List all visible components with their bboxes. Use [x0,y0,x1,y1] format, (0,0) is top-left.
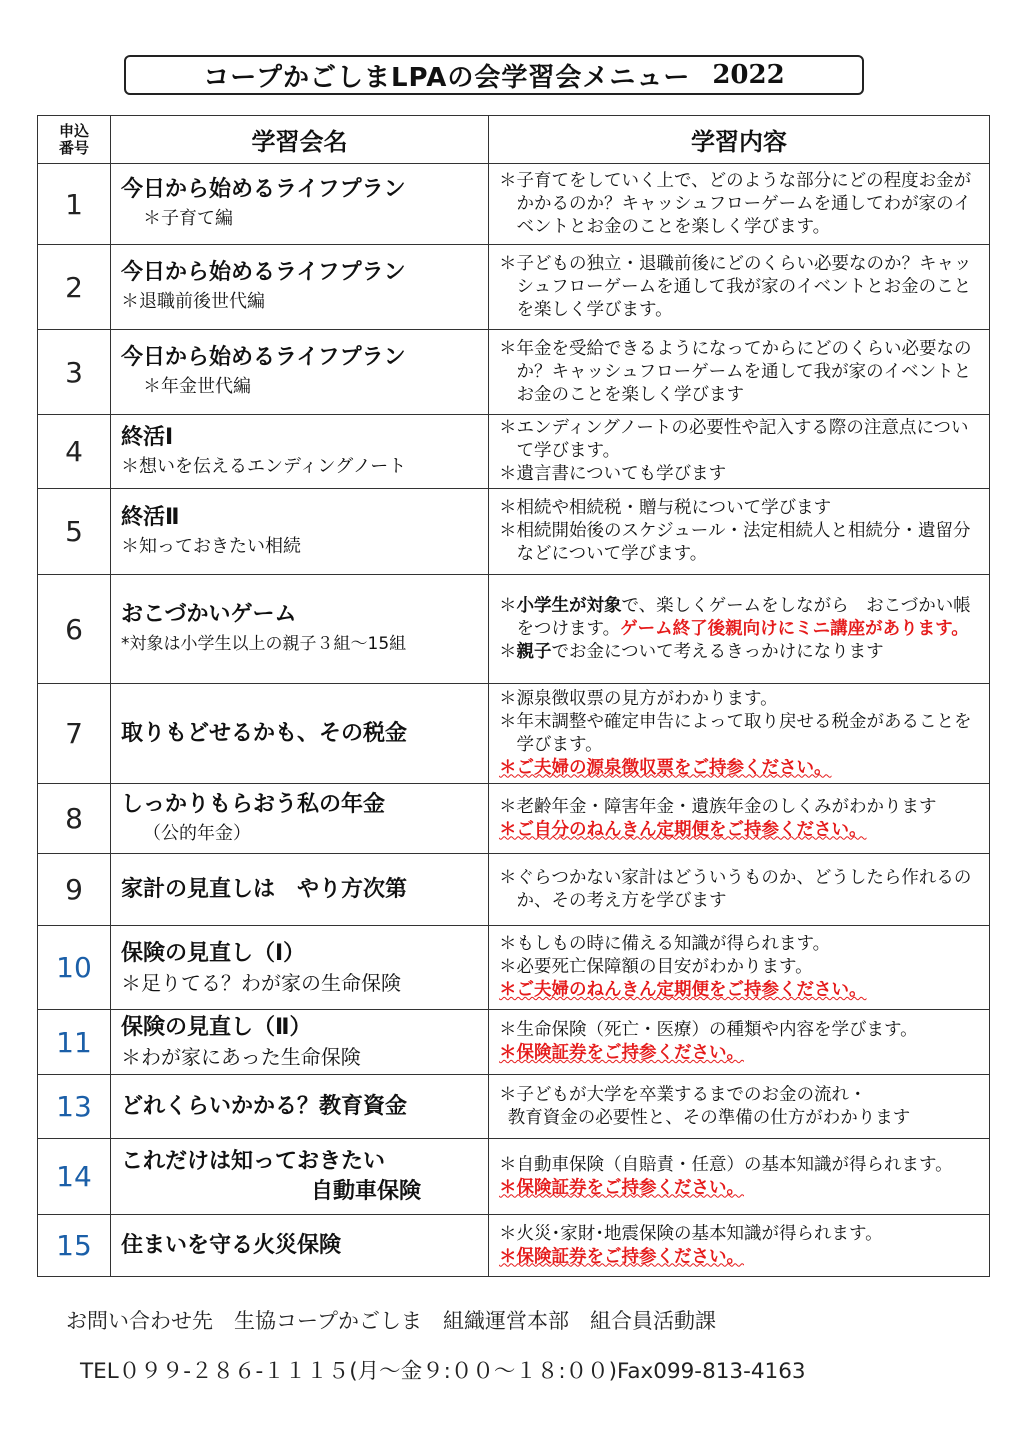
row-subtitle: 自動車保険 [311,1178,422,1204]
content-line: ＊火災･家財･地震保険の基本知識が得られます。 [499,1223,883,1244]
content-line: ＊子どもの独立・退職前後にどのくらい必要なのか？キャッシュフローゲームを通して我が家のイベントとお金のことを楽しく学びます。 [499,253,972,320]
row-title: しっかりもらおう私の年金 [121,791,386,817]
row-title: 今日から始めるライフプラン [121,345,406,370]
row-number: 5 [38,489,111,575]
header-content: 学習内容 [489,116,990,164]
row-subtitle: ＊想いを伝えるエンディングノート [121,455,407,477]
content-line: ＊源泉徴収票の見方がわかります。 [499,688,778,709]
content-line: ＊相続や相続税・贈与税について学びます [499,498,832,518]
row-title: 保険の見直し（Ⅱ） [121,1015,312,1040]
content-line: ＊必要死亡保障額の目安がわかります。 [499,957,813,977]
row-title: 終活Ⅱ [121,504,180,530]
red-notice: ＊ご夫婦の源泉徴収票をご持参ください。 [499,757,832,778]
row-title: 家計の見直しは やり方次第 [121,876,408,902]
table-row [38,575,990,684]
table-row [38,1010,990,1075]
table-row [38,854,990,926]
content-line [499,1042,983,1065]
row-name-cell [111,575,489,684]
table-row [38,415,990,489]
table-header-row [38,116,990,164]
row-content [489,1215,990,1277]
page-title: コープかごしまLPAの会学習会メニュー [203,62,691,93]
row-name-cell [111,784,489,854]
table-row [38,164,990,245]
row-name-cell [111,245,489,330]
row-subtitle: ＊足りてる？わが家の生命保険 [121,970,401,995]
table-row [38,1215,990,1277]
title-box [124,55,864,95]
menu-table [37,115,990,1277]
row-content [489,1075,990,1139]
row-subtitle: ＊年金世代編 [143,376,251,397]
bold-text: 親子 [516,641,552,662]
row-title: 終活Ⅰ [121,424,174,450]
row-content [489,575,990,684]
row-number: 9 [38,854,111,926]
table-row [38,1075,990,1139]
bullet-mark: ＊ [499,595,517,616]
row-name-cell [111,926,489,1010]
row-number: 10 [38,926,111,1010]
content-line: ＊ぐらつかない家計はどういうものか、どうしたら作れるのか、その考え方を学びます [499,867,972,911]
row-name-cell [111,1139,489,1215]
row-name-cell [111,415,489,489]
content-line [499,595,983,641]
row-content [489,415,990,489]
row-content [489,1010,990,1075]
page-year: 2022 [712,60,785,90]
row-subtitle: ＊知っておきたい相続 [121,535,301,557]
content-line: ＊子どもが大学を卒業するまでのお金の流れ・ [499,1084,867,1105]
header-number [38,116,111,164]
content-line: ＊相続開始後のスケジュール・法定相続人と相続分・遺留分などについて学びます。 [499,521,971,564]
row-name-cell [111,489,489,575]
bullet-mark: ＊ [499,641,517,662]
row-content [489,330,990,415]
bold-text: 小学生が対象 [516,595,622,616]
row-content [489,926,990,1010]
content-line [499,819,983,842]
row-subtitle: ＊退職前後世代編 [121,291,265,312]
content-line: ＊もしもの時に備える知識が得られます。 [499,934,831,954]
row-subtitle: ＊わが家にあった生命保険 [121,1045,361,1069]
row-subtitle: ＊子育て編 [143,208,233,229]
row-title: 保険の見直し（Ⅰ） [121,940,306,966]
row-title: どれくらいかかる？教育資金 [121,1093,408,1119]
footer-contact: お問い合わせ先 生協コープかごしま 組織運営本部 組合員活動課 [66,1309,716,1333]
row-content [489,854,990,926]
row-title: 住まいを守る火災保険 [121,1232,342,1258]
content-line: ＊年金を受給できるようになってからにどのくらい必要なのか？キャッシュフローゲームを通して我が家のイベントとお金のことを楽しく学びます [499,338,972,405]
row-number: 6 [38,575,111,684]
row-name-cell [111,1010,489,1075]
row-name-cell [111,1075,489,1139]
row-name-cell [111,164,489,245]
row-number: 1 [38,164,111,245]
header-number-line1: 申込 [58,121,89,140]
plain-text: でお金について考えるきっかけになります [551,641,884,662]
red-notice: ＊保険証券をご持参ください。 [499,1246,744,1267]
table-row [38,1139,990,1215]
table-row [38,784,990,854]
row-number: 15 [38,1215,111,1277]
content-line [499,1246,983,1269]
row-name-cell [111,854,489,926]
row-title: 取りもどせるかも、その税金 [121,720,408,746]
content-line [499,979,983,1002]
table-row [38,245,990,330]
row-content [489,684,990,784]
row-content [489,489,990,575]
content-line: ＊自動車保険（自賠責・任意）の基本知識が得られます。 [499,1154,953,1175]
row-content [489,784,990,854]
red-notice: ゲーム終了後親向けにミニ講座があります。 [620,618,969,639]
row-subtitle: *対象は小学生以上の親子３組～15組 [121,634,407,654]
row-number: 3 [38,330,111,415]
content-line: 教育資金の必要性と、その準備の仕方がわかります [507,1107,911,1128]
row-title: 今日から始めるライフプラン [121,260,406,285]
row-number: 2 [38,245,111,330]
table-row [38,926,990,1010]
row-number: 14 [38,1139,111,1215]
content-line: ＊遺言書についても学びます [499,464,727,484]
row-number: 7 [38,684,111,784]
row-subtitle: （公的年金） [143,822,251,844]
row-name-cell [111,330,489,415]
content-line: ＊エンディングノートの必要性や記入する際の注意点について学びます。 [499,418,969,461]
table-row [38,489,990,575]
content-line [499,757,983,780]
footer-tel: TEL０９９-２８６-１１１５(月～金９:００～１８:００)Fax099-813-4163 [80,1359,806,1384]
row-title: おこづかいゲーム [121,602,297,627]
row-number: 13 [38,1075,111,1139]
content-line [499,1177,983,1200]
row-content [489,1139,990,1215]
content-line [499,641,983,664]
table-row [38,330,990,415]
row-content [489,164,990,245]
content-line: ＊生命保険（死亡・医療）の種類や内容を学びます。 [499,1020,918,1040]
row-number: 11 [38,1010,111,1075]
row-title: 今日から始めるライフプラン [121,177,406,202]
content-line: ＊老齢年金・障害年金・遺族年金のしくみがわかります [499,796,937,817]
header-name: 学習会名 [111,116,489,164]
row-title: これだけは知っておきたい [121,1148,386,1174]
content-line: ＊年末調整や確定申告によって取り戻せる税金があることを学びます。 [499,711,972,755]
row-name-cell [111,684,489,784]
row-number: 4 [38,415,111,489]
header-number-line2: 番号 [58,138,89,157]
row-content [489,245,990,330]
red-notice: ＊ご夫婦のねんきん定期便をご持参ください。 [499,980,867,1000]
red-notice: ＊ご自分のねんきん定期便をご持参ください。 [499,819,867,840]
red-notice: ＊保険証券をご持参ください。 [499,1177,744,1198]
table-row [38,684,990,784]
plain-text: で、楽しくゲームをしながら おこづかい帳をつけます。 [516,595,971,639]
content-line: ＊子育てをしていく上で、どのような部分にどの程度お金がかかるのか？キャッシュフローゲームを通してわが家のイベントとお金のことを楽しく学びます。 [499,170,972,237]
row-number: 8 [38,784,111,854]
row-name-cell [111,1215,489,1277]
red-notice: ＊保険証券をご持参ください。 [499,1043,744,1063]
